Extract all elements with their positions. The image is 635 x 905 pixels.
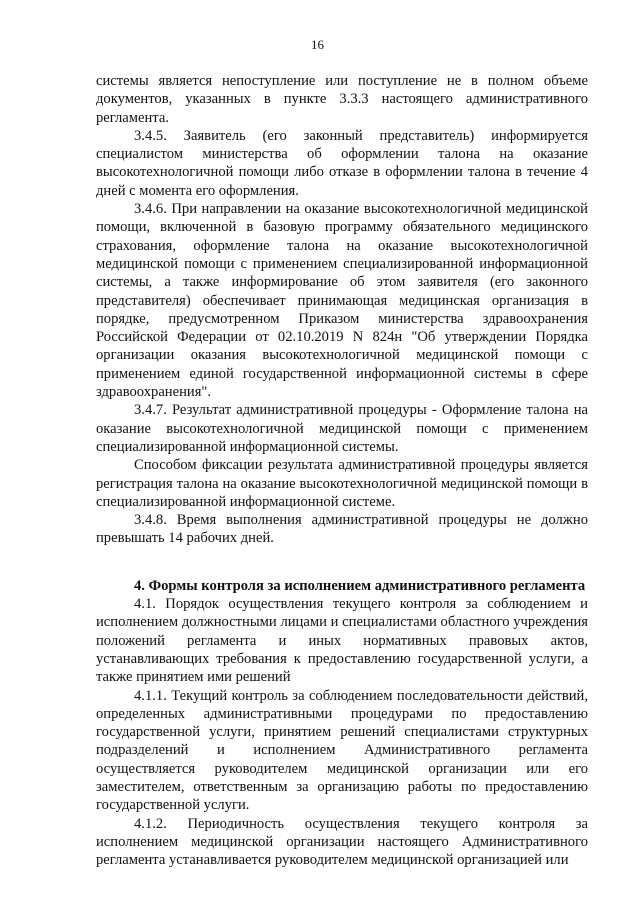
- paragraph-3-4-8: 3.4.8. Время выполнения административной процедуры не должно превышать 14 рабочих дней.: [96, 512, 588, 547]
- section-spacer: [96, 548, 588, 577]
- paragraph-4-1-2: 4.1.2. Периодичность осуществления текущего контроля за исполнением медицинской организации настоящего Административного регламента устанавливается руководителем медицинской организацией или: [96, 815, 588, 869]
- section-heading: 4. Формы контроля за исполнением административного регламента: [134, 577, 586, 594]
- paragraph-fixation-method: Способом фиксации результата административной процедуры является регистрация талона на оказание высокотехнологичной медицинской помощи в специализированной информационной системе.: [96, 457, 588, 510]
- paragraph-continuation: системы является непоступление или поступление не в полном объеме документов, указанных в пункте 3.3.3 настоящего административного регламента.: [96, 73, 588, 126]
- paragraph-3-4-5: 3.4.5. Заявитель (его законный представитель) информируется специалистом министерства об оформлении талона на оказание высокотехнологичной помощи либо отказе в оформлении талона в течение 4 дней с момента его оформления.: [96, 127, 588, 199]
- paragraph-3-4-7: 3.4.7. Результат административной процедуры - Оформление талона на оказание высокотехнологичной медицинской помощи с применением специализированной информационной системы.: [96, 402, 588, 455]
- paragraph-4-1-1: 4.1.1. Текущий контроль за соблюдением последовательности действий, определенных административными процедурами по предоставлению государственной услуги, принятием решений специалистами структурных подразделений и исполнением Административного регламента осуществляется руководителем медицинской организации или его заместителем, ответственным за организацию работы по предоставлению государственной услуги.: [96, 687, 588, 814]
- paragraph-4-1: 4.1. Порядок осуществления текущего контроля за соблюдением и исполнением должностными лицами и специалистами областного учреждения положений регламента и иных нормативных правовых актов, устанавливающих требования к предоставлению государственной услуги, а также принятием ими решений: [96, 596, 588, 686]
- page-number: 16: [311, 37, 324, 52]
- document-body: [96, 72, 588, 869]
- paragraph-3-4-6: 3.4.6. При направлении на оказание высокотехнологичной медицинской помощи, включенной в базовую программу обязательного медицинского страхования, оформление талона на оказание высокотехнологичной медицинской помощи с применением специализированной информационной системы, а также информирование об этом заявителя (его законного представителя) обеспечивает принимающая медицинская организация в порядке, предусмотренном Приказом министерства здравоохранения Российской Федерации от 02.10.2019 N 824н "Об утверждении Порядка организации оказания высокотехнологичной медицинской помощи с применением единой государственной информационной системы в сфере здравоохранения".: [96, 201, 588, 401]
